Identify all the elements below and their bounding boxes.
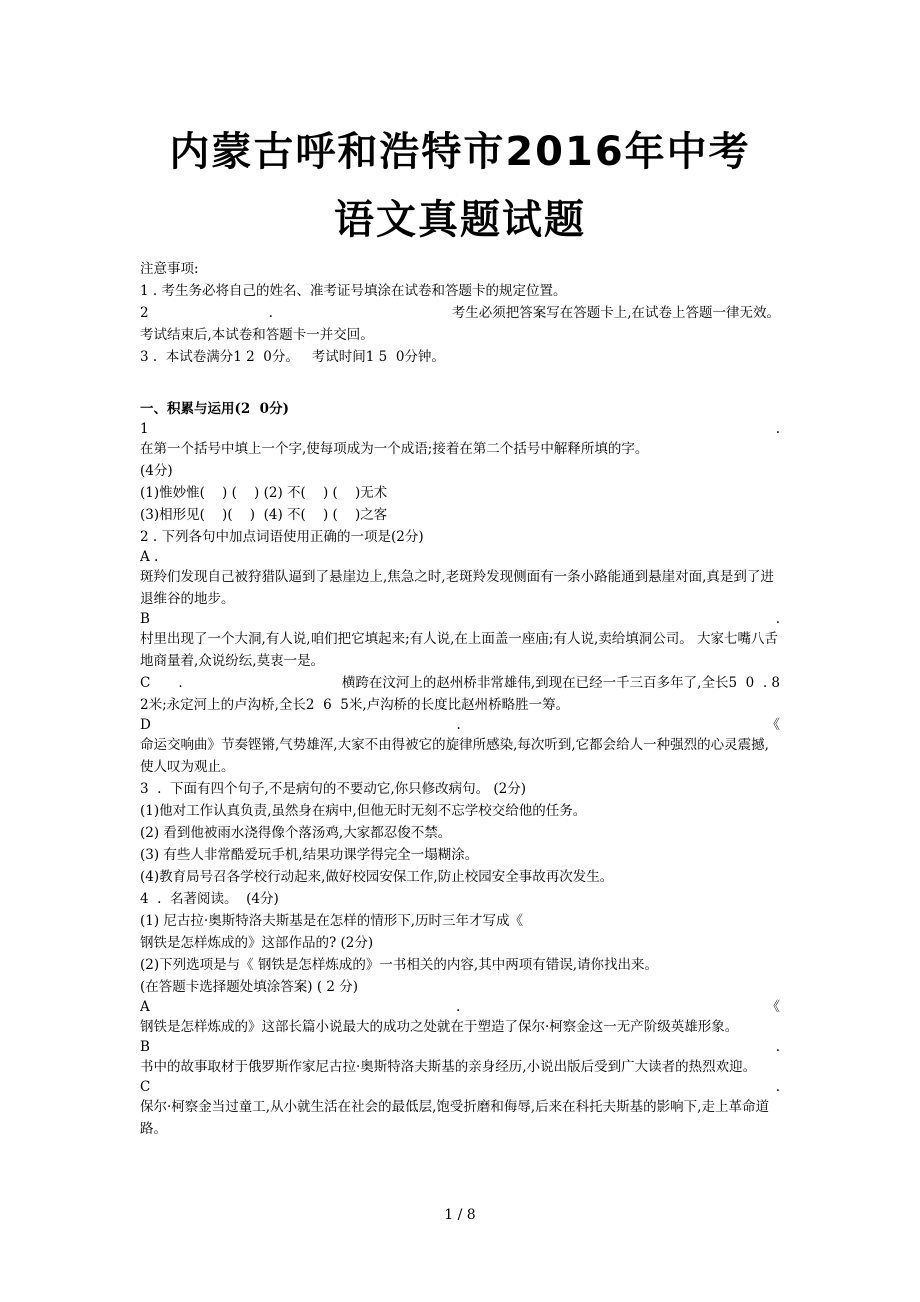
q3-sentence-1: (1)他对工作认真负责,虽然身在病中,但他无时无刻不忘学校交给他的任务。 xyxy=(140,803,587,819)
notice-item-1: 1 . 考生务必将自己的姓名、准考证号填涂在试卷和答题卡的规定位置。 xyxy=(140,283,567,299)
q4-option-a: 钢铁是怎样炼成的》这部长篇小说最大的成功之处就在于塑造了保尔·柯察金这一无产阶级英雄形象。 xyxy=(140,1019,739,1035)
q4-part-1a: (1) 尼古拉·奥斯特洛夫斯基是在怎样的情形下,历时三年才写成《 xyxy=(140,913,523,929)
q4-c-marker-line xyxy=(140,1078,780,1096)
q1-text: 在第一个括号中填上一个字,使每项成为一个成语;接着在第二个括号中解释所填的字。 xyxy=(140,441,649,457)
q2-c-label: C xyxy=(140,675,151,691)
spacer xyxy=(140,368,780,398)
q2-option-b: 村里出现了一个大洞,有人说,咱们把它填起来;有人说,在上面盖一座庙;有人说,卖给填洞公司。 大家七嘴八舌地商量着,众说纷纭,莫衷一是。 xyxy=(140,631,779,669)
q4-a-dot: . xyxy=(455,999,461,1015)
q2-c-text-2: 2米;永定河上的卢沟桥,全长2 6 5米,卢沟桥的长度比赵州桥略胜一筹。 xyxy=(140,697,570,713)
q3-sentence-4: (4)教育局号召各学校行动起来,做好校园安保工作,防止校园安全事故再次发生。 xyxy=(140,869,614,885)
section-1-heading: 一、积累与运用(2 0分) xyxy=(140,401,289,417)
document-body xyxy=(140,258,780,1140)
q3-sentence-2: (2) 看到他被雨水浇得像个落汤鸡,大家都忍俊不禁。 xyxy=(140,825,452,841)
q4-b-dot: . xyxy=(775,1039,780,1055)
notice-item-2-text: 考生必须把答案写在答题卡上,在试卷上答题一律无效。 xyxy=(451,305,780,321)
title-line-2: 语文真题试题 xyxy=(334,197,586,243)
q2-d-dot: . xyxy=(456,717,461,733)
q1-number: 1 xyxy=(140,421,149,437)
q2-stem: 2 . 下列各句中加点词语使用正确的一项是(2分) xyxy=(140,529,424,545)
q2-option-a: 斑羚们发现自己被狩猎队逼到了悬崖边上,焦急之时,老斑羚发现侧面有一条小路能通到悬崖对面,真是到了进退维谷的地步。 xyxy=(140,569,774,607)
q2-a-marker-line xyxy=(140,548,780,566)
q1-line-b: (3)相形见( )( ) (4) 不( ) ( )之客 xyxy=(140,507,388,523)
q4-b-marker-line xyxy=(140,1038,780,1056)
notice-item-2-line xyxy=(140,302,780,324)
q2-b-dot: . xyxy=(775,611,780,627)
q1-score: (4分) xyxy=(140,463,173,479)
q4-a-label: A xyxy=(140,999,150,1015)
q4-c-dot: . xyxy=(775,1079,780,1095)
q1-marker-line xyxy=(140,420,780,438)
q4-option-b: 书中的故事取材于俄罗斯作家尼古拉·奥斯特洛夫斯基的亲身经历,小说出版后受到广大读者的热烈欢迎。 xyxy=(140,1059,757,1075)
page-number: 1 / 8 xyxy=(444,1207,476,1223)
notice-item-2-dot: . xyxy=(268,305,273,321)
notice-item-3: 3 . 本试卷满分1 2 0分。 考试时间1 5 0分钟。 xyxy=(140,349,445,365)
q2-b-label: B xyxy=(140,611,150,627)
q1-dot: . xyxy=(775,421,780,437)
q2-d-marker-line xyxy=(140,716,780,734)
q2-a-label: A . xyxy=(140,549,159,565)
q2-b-marker-line xyxy=(140,610,780,628)
q2-d-bracket: 《 xyxy=(766,717,780,733)
q2-c-text-1: 横跨在汶河上的赵州桥非常雄伟,到现在已经一千三百多年了,全长5 0 . 8 xyxy=(341,675,780,691)
notice-item-2-continuation: 考试结束后,本试卷和答题卡一并交回。 xyxy=(140,327,374,343)
q4-part-2a: (2)下列选项是与《 钢铁是怎样炼成的》一书相关的内容,其中两项有错误,请你找出来。 xyxy=(140,957,658,973)
q1-line-a: (1)惟妙惟( ) ( ) (2) 不( ) ( )无术 xyxy=(140,485,388,501)
q4-stem: 4 . 名著阅读。 (4分) xyxy=(140,891,279,907)
q2-c-line xyxy=(140,672,780,694)
title-line-1: 内蒙古呼和浩特市2016年中考 xyxy=(169,129,751,175)
q2-d-label: D xyxy=(140,717,151,733)
notice-item-2-number: 2 xyxy=(140,305,149,321)
q4-option-c: 保尔·柯察金当过童工,从小就生活在社会的最低层,饱受折磨和侮辱,后来在科托夫斯基的影响下,走上革命道路。 xyxy=(140,1099,769,1137)
q3-stem: 3 . 下面有四个句子,不是病句的不要动它,你只修改病句。 (2分) xyxy=(140,781,527,797)
q4-a-marker-line xyxy=(140,998,780,1016)
q4-b-label: B xyxy=(140,1039,150,1055)
q4-part-2b: (在答题卡选择题处填涂答案) ( 2 分) xyxy=(140,979,359,995)
q4-c-label: C xyxy=(140,1079,151,1095)
q4-part-1b: 钢铁是怎样炼成的》这部作品的? (2分) xyxy=(140,935,374,951)
notice-heading: 注意事项: xyxy=(140,261,199,277)
q2-option-d: 命运交响曲》节奏铿锵,气势雄浑,大家不由得被它的旋律所感染,每次听到,它都会给人一种强烈的心灵震撼,使人叹为观止。 xyxy=(140,737,769,775)
q4-a-bracket: 《 xyxy=(766,999,780,1015)
q2-c-dot: . xyxy=(178,675,183,691)
q3-sentence-3: (3) 有些人非常酷爱玩手机,结果功课学得完全一塌糊涂。 xyxy=(140,847,479,863)
